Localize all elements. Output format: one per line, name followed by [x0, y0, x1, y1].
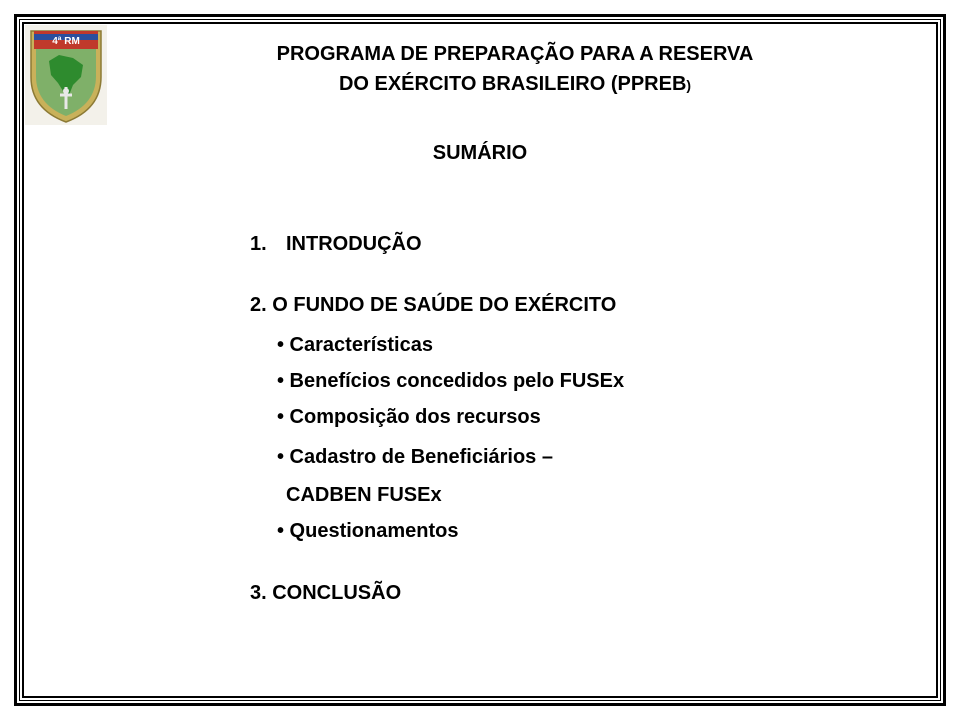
toc-subitem-questions: • Questionamentos [277, 520, 459, 542]
program-title-closing-paren: ) [686, 77, 692, 93]
military-region-emblem [25, 25, 107, 125]
program-title-line2-text: DO EXÉRCITO BRASILEIRO (PPREB [338, 73, 687, 95]
toc-subitem-benefits: • Benefícios concedidos pelo FUSEx [277, 370, 625, 392]
program-title-line2 [180, 73, 850, 96]
toc-subitem-registry: • Cadastro de Beneficiários – [277, 446, 553, 468]
toc-item-1-number: 1. [250, 233, 267, 255]
inner-border [22, 22, 938, 698]
toc-item-1-label: INTRODUÇÃO [286, 233, 422, 255]
emblem-text: 4ª RM [52, 36, 80, 47]
summary-heading: SUMÁRIO [432, 142, 528, 164]
toc-item-2-label: 2. O FUNDO DE SAÚDE DO EXÉRCITO [250, 294, 617, 316]
toc-item-3-label: 3. CONCLUSÃO [250, 582, 402, 604]
toc-subitem-characteristics: • Características [277, 334, 433, 356]
toc-subitem-resources: • Composição dos recursos [277, 406, 541, 428]
program-title-line1: PROGRAMA DE PREPARAÇÃO PARA A RESERVA [276, 43, 754, 65]
toc-subitem-registry-continued: CADBEN FUSEx [286, 484, 442, 506]
